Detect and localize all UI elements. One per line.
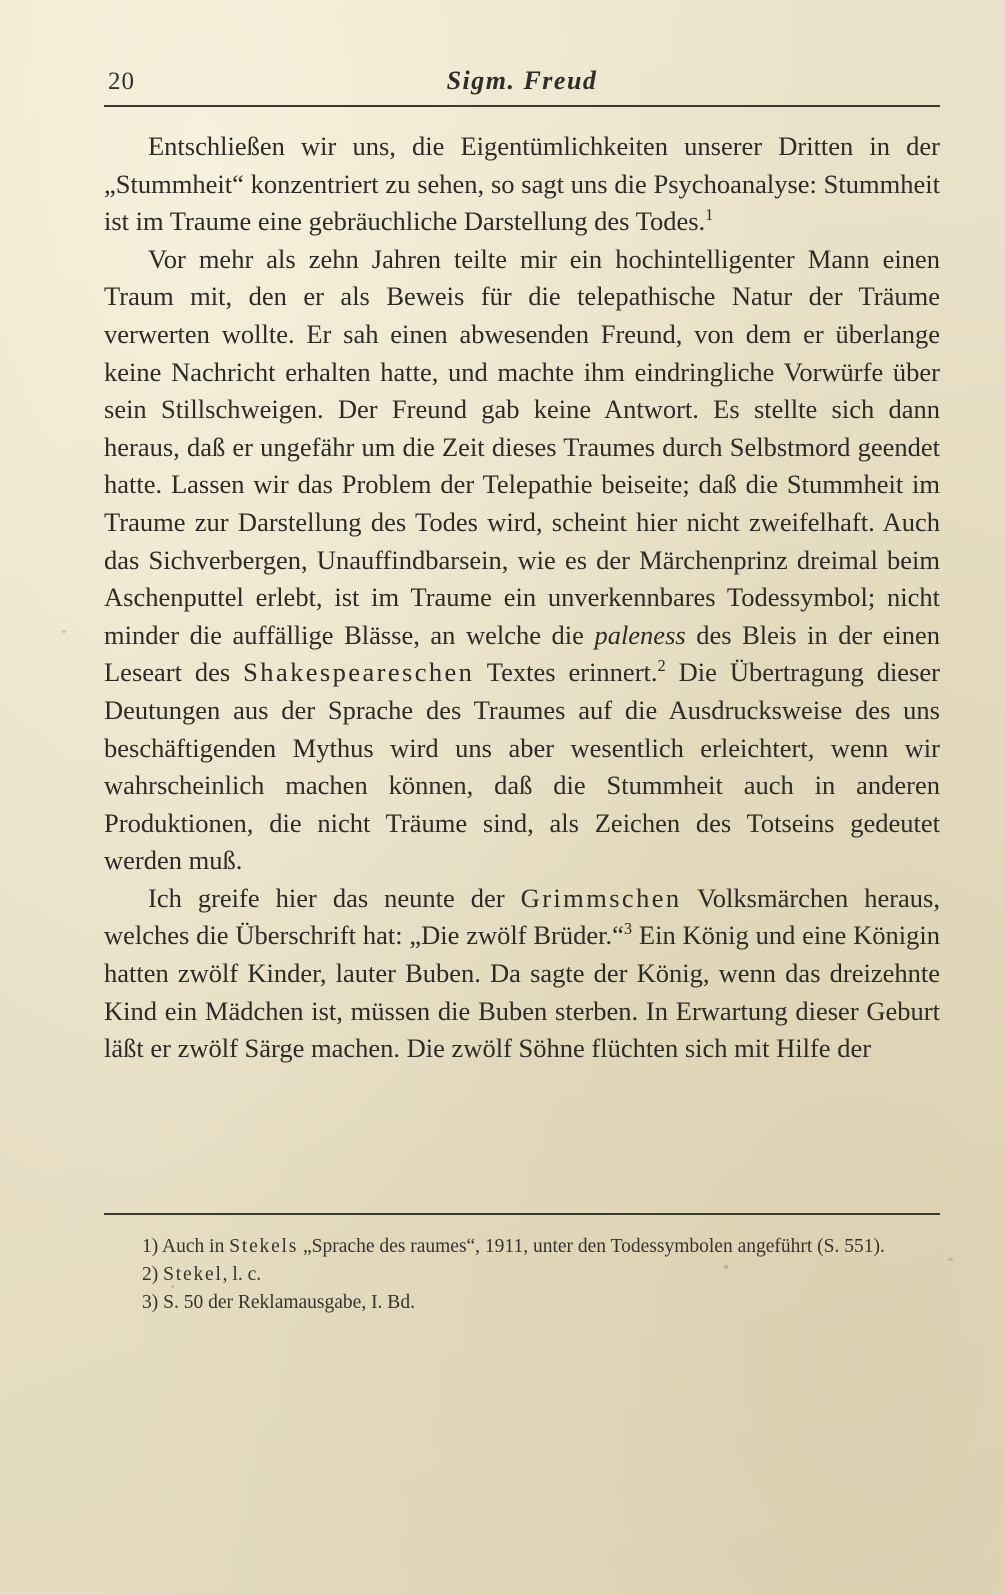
text-run: Volksmärchen heraus, welches die Überschrift hat: „Die zwölf Brüder.“ bbox=[104, 882, 940, 951]
footnote-marker: 1 bbox=[705, 205, 714, 225]
text-run: 1) Auch in bbox=[142, 1236, 230, 1257]
body-text bbox=[104, 128, 940, 1068]
footnote-item bbox=[104, 1261, 940, 1289]
body-paragraph bbox=[104, 128, 940, 241]
footnote-marker: 2 bbox=[657, 656, 666, 676]
body-paragraph bbox=[104, 241, 940, 880]
body-paragraph bbox=[104, 880, 940, 1068]
text-run: Ich greife hier das neunte der bbox=[148, 882, 521, 913]
text-run: 2) bbox=[142, 1264, 164, 1285]
text-run: Stekel bbox=[163, 1264, 223, 1285]
text-run: des Bleis in der einen Leseart des bbox=[104, 619, 940, 688]
text-run: Shakespeareschen bbox=[243, 657, 475, 688]
running-head bbox=[104, 60, 940, 106]
text-run: Entschließen wir uns, die Eigentümlichkeiten unserer Dritten in der „Stummheit“ konzentriert zu sehen, so sagt uns die Psychoanalyse: Stummheit ist im Traume eine gebräuchliche Darstellung des Todes. bbox=[104, 131, 940, 237]
page-content bbox=[104, 60, 940, 1068]
footnote-marker: 3 bbox=[623, 919, 633, 939]
text-run: Textes erinnert. bbox=[474, 657, 658, 688]
text-run: Ein König und eine Königin hatten zwölf Kinder, lauter Buben. Da sagte der König, wenn das dreizehnte Kind ein Mädchen ist, müssen die Buben sterben. In Erwartung dieser Geburt läßt er zwölf Särge machen. Die zwölf Söhne flüchten sich mit Hilfe der bbox=[104, 920, 940, 1064]
header-rule bbox=[104, 105, 940, 107]
running-title: Sigm. Freud bbox=[446, 66, 598, 95]
text-run: „Sprache des raumes“, 1911, unter den Todessymbolen angeführt (S. 551). bbox=[298, 1236, 885, 1257]
footnote-item bbox=[104, 1233, 940, 1261]
text-run: Stekels bbox=[229, 1236, 299, 1257]
page-number: 20 bbox=[108, 68, 135, 95]
text-run: paleness bbox=[594, 619, 686, 650]
paper-speck bbox=[62, 630, 66, 633]
footnote-block bbox=[104, 1233, 940, 1317]
text-run: Vor mehr als zehn Jahren teilte mir ein hochintelligenter Mann einen Traum mit, den er als Beweis für die telepathische Natur der Träume verwerten wollte. Er sah einen abwesenden Freund, von dem er überlange keine Nachricht erhalten hatte, und machte ihm eindringliche Vorwürfe über sein Stillschweigen. Der Freund gab keine Antwort. Es stellte sich dann heraus, daß er ungefähr um die Zeit dieses Traumes durch Selbstmord geendet hatte. Lassen wir das Problem der Telepathie beiseite; daß die Stummheit im Traume zur Darstellung des Todes wird, scheint hier nicht zweifelhaft. Auch das Sichverbergen, Unauffindbarsein, wie es der Märchenprinz dreimal beim Aschenputtel erlebt, ist im Traume ein unverkennbares Todessymbol; nicht minder die auffällige Blässe, an welche die bbox=[104, 243, 940, 650]
paper-speck bbox=[948, 1258, 953, 1261]
text-run: 3) S. 50 der Reklamausgabe, I. Bd. bbox=[142, 1292, 415, 1313]
text-run: Die Übertragung dieser Deutungen aus der Sprache des Traumes auf die Ausdrucksweise des uns beschäftigenden Mythus wird uns aber wesentlich erleichtert, wenn wir wahrscheinlich machen können, daß die Stummheit auch in anderen Produktionen, die nicht Träume sind, als Zeichen des Totseins gedeutet werden muß. bbox=[104, 657, 940, 876]
text-run: Grimmschen bbox=[520, 882, 682, 913]
footnote-item bbox=[104, 1289, 940, 1317]
footnote-rule bbox=[104, 1213, 940, 1215]
text-run: , l. c. bbox=[222, 1264, 262, 1285]
